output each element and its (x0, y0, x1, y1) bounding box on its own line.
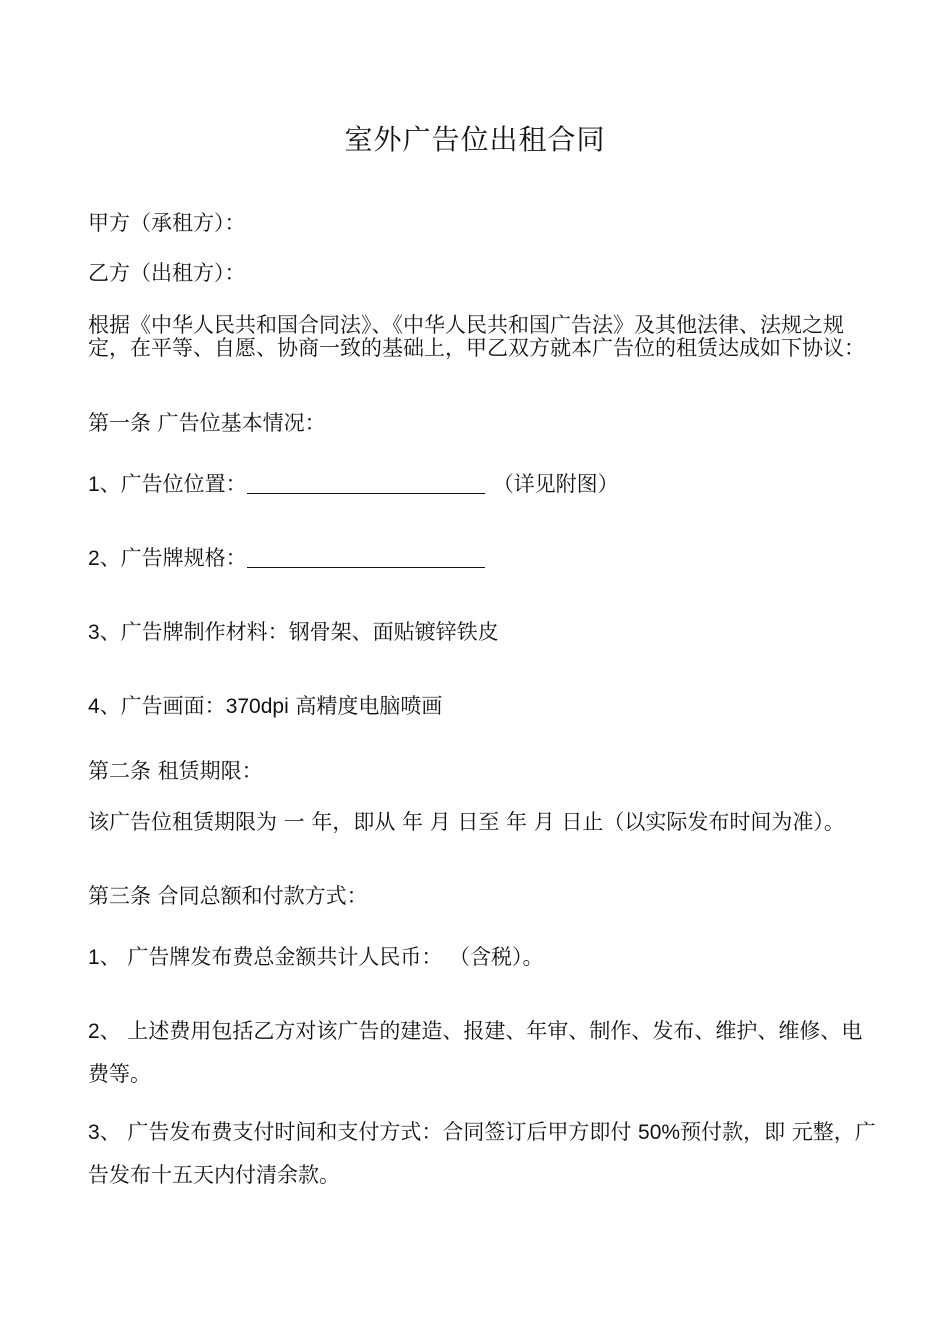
item-number: 2 (88, 1020, 100, 1043)
item-number: 1 (88, 946, 100, 969)
item-text: 、 上述费用包括乙方对该广告的建造、报建、年审、制作、发布、维护、维修、电费等。 (88, 1019, 863, 1086)
item-text: 、 广告发布费支付时间和支付方式：合同签订后甲方即付 (99, 1120, 639, 1144)
article1-heading: 第一条 广告位基本情况： (88, 411, 326, 435)
article3-item2 (88, 1010, 878, 1095)
dpi-value: 370dpi (225, 695, 289, 718)
article3-heading: 第三条 合同总额和付款方式： (88, 884, 368, 908)
item-number: 1 (88, 473, 100, 496)
item-text: 高精度电脑喷画 (288, 694, 443, 718)
item-text: 预付款，即 元整，广告发布十五天内付清余款。 (88, 1120, 876, 1187)
item-suffix: （详见附图） (492, 472, 619, 496)
blank-line-spec (247, 547, 485, 568)
article1-item2 (88, 547, 878, 570)
item-label: 、广告画面： (99, 694, 226, 718)
item-number: 2 (88, 547, 100, 570)
item-number: 3 (88, 1121, 100, 1144)
article3-item3 (88, 1111, 878, 1196)
blank-line-location (247, 473, 485, 494)
item-number: 4 (88, 695, 100, 718)
item-label: 、广告牌规格： (99, 546, 247, 570)
article3-item1 (88, 946, 878, 969)
party-a-line: 甲方（承租方）： (88, 211, 246, 235)
article2-text: 该广告位租赁期限为 一 年，即从 年 月 日至 年 月 日止（以实际发布时间为准）。 (88, 810, 845, 834)
item-number: 3 (88, 621, 100, 644)
preamble-paragraph: 根据《中华人民共和国合同法》、《中华人民共和国广告法》及其他法律、法规之规定，在平等、自愿、协商一致的基础上，甲乙双方就本广告位的租赁达成如下协议： (88, 313, 865, 360)
party-b-line: 乙方（出租方）： (88, 261, 246, 285)
item-label: 、广告位位置： (99, 472, 247, 496)
percent-value: 50% (638, 1121, 681, 1144)
article1-item1 (88, 473, 878, 496)
article1-item3 (88, 621, 878, 644)
article2-heading: 第二条 租赁期限： (88, 759, 263, 783)
page-title: 室外广告位出租合同 (344, 123, 606, 156)
article1-item4 (88, 695, 878, 718)
item-text: 、 广告牌发布费总金额共计人民币： （含税）。 (99, 945, 544, 969)
item-text: 、广告牌制作材料：钢骨架、面贴镀锌铁皮 (99, 620, 499, 644)
